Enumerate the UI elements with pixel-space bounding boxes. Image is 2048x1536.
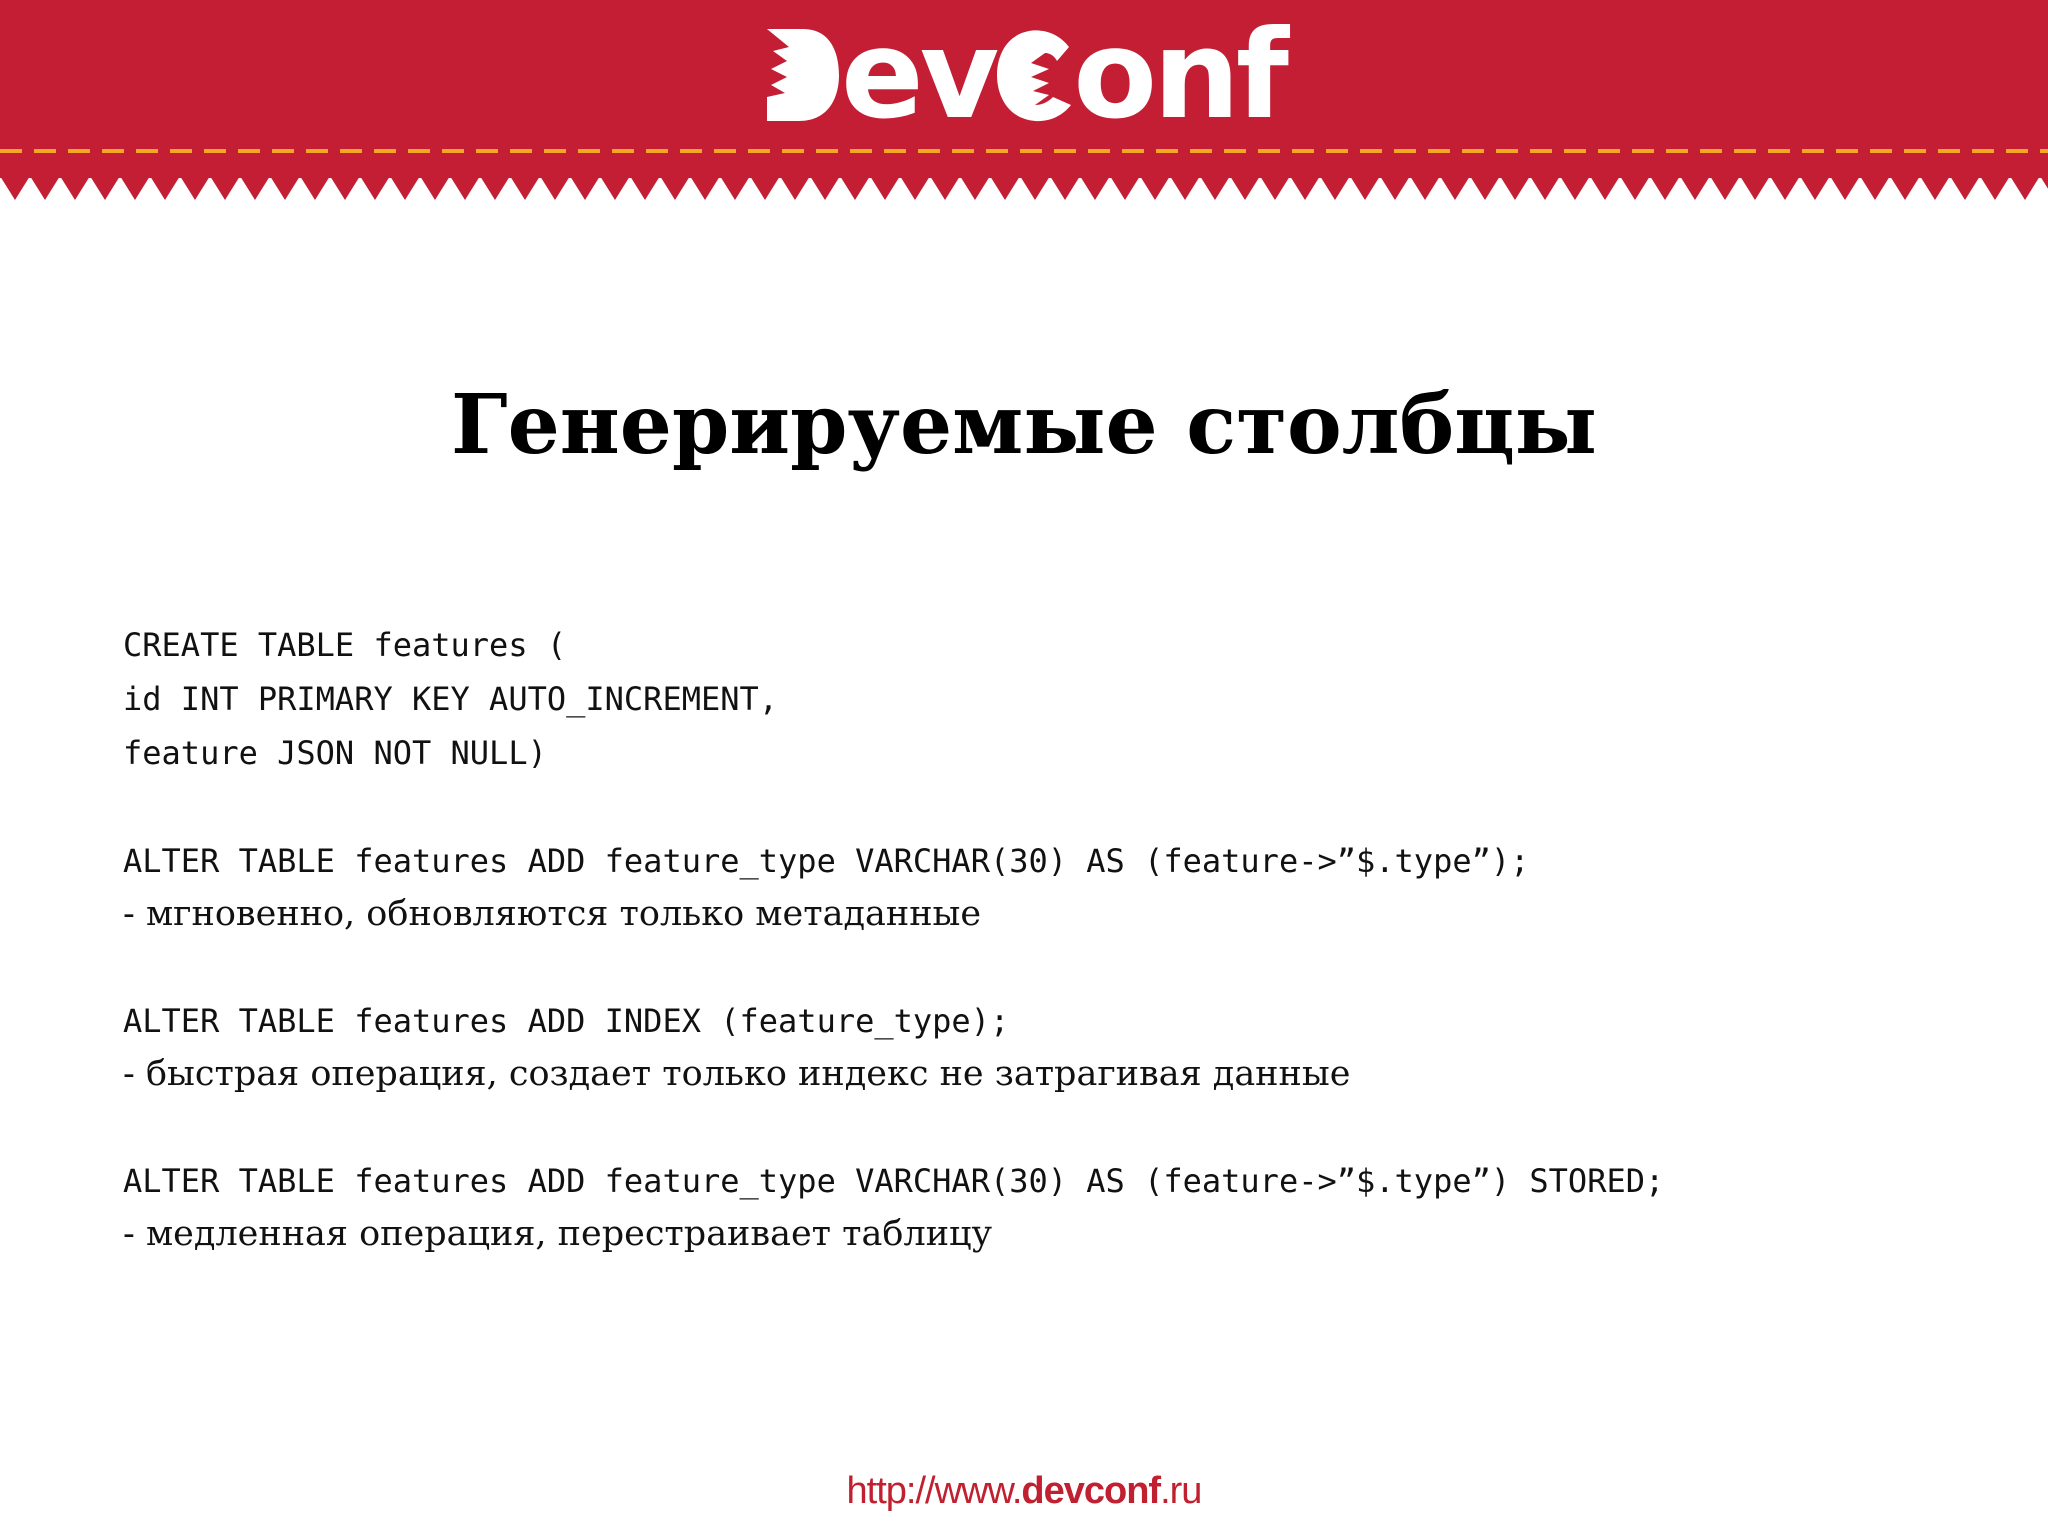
footer-url[interactable] bbox=[0, 1470, 2048, 1513]
code-line: id INT PRIMARY KEY AUTO_INCREMENT, bbox=[123, 680, 779, 718]
note-fast: - быстрая операция, создает только индекс не затрагивая данные bbox=[123, 1054, 1351, 1094]
logo-hand-d-icon bbox=[763, 20, 841, 116]
slide-title: Генерируемые столбцы bbox=[451, 377, 1597, 473]
footer-url-domain: devconf bbox=[1021, 1470, 1161, 1512]
note-slow: - медленная операция, перестраивает таблицу bbox=[123, 1214, 993, 1254]
alter-add-index-statement: ALTER TABLE features ADD INDEX (feature_type); bbox=[123, 1002, 1010, 1040]
note-instant: - мгновенно, обновляются только метаданные bbox=[123, 894, 982, 934]
logo-hand-c-icon bbox=[995, 20, 1073, 116]
alter-add-virtual-column-statement: ALTER TABLE features ADD feature_type VARCHAR(30) AS (feature->”$.type”); bbox=[123, 842, 1530, 880]
slide-content bbox=[123, 618, 2023, 1260]
logo-text-onf: onf bbox=[1073, 4, 1286, 146]
logo-text-ev: ev bbox=[840, 4, 996, 146]
code-line: feature JSON NOT NULL) bbox=[123, 734, 547, 772]
footer-url-suffix: .ru bbox=[1160, 1470, 1202, 1512]
alter-add-stored-column-statement: ALTER TABLE features ADD feature_type VARCHAR(30) AS (feature->”$.type”) STORED; bbox=[123, 1162, 1665, 1200]
code-line: CREATE TABLE features ( bbox=[123, 626, 567, 664]
footer-url-prefix: http://www. bbox=[846, 1470, 1022, 1512]
devconf-logo bbox=[0, 4, 2048, 146]
